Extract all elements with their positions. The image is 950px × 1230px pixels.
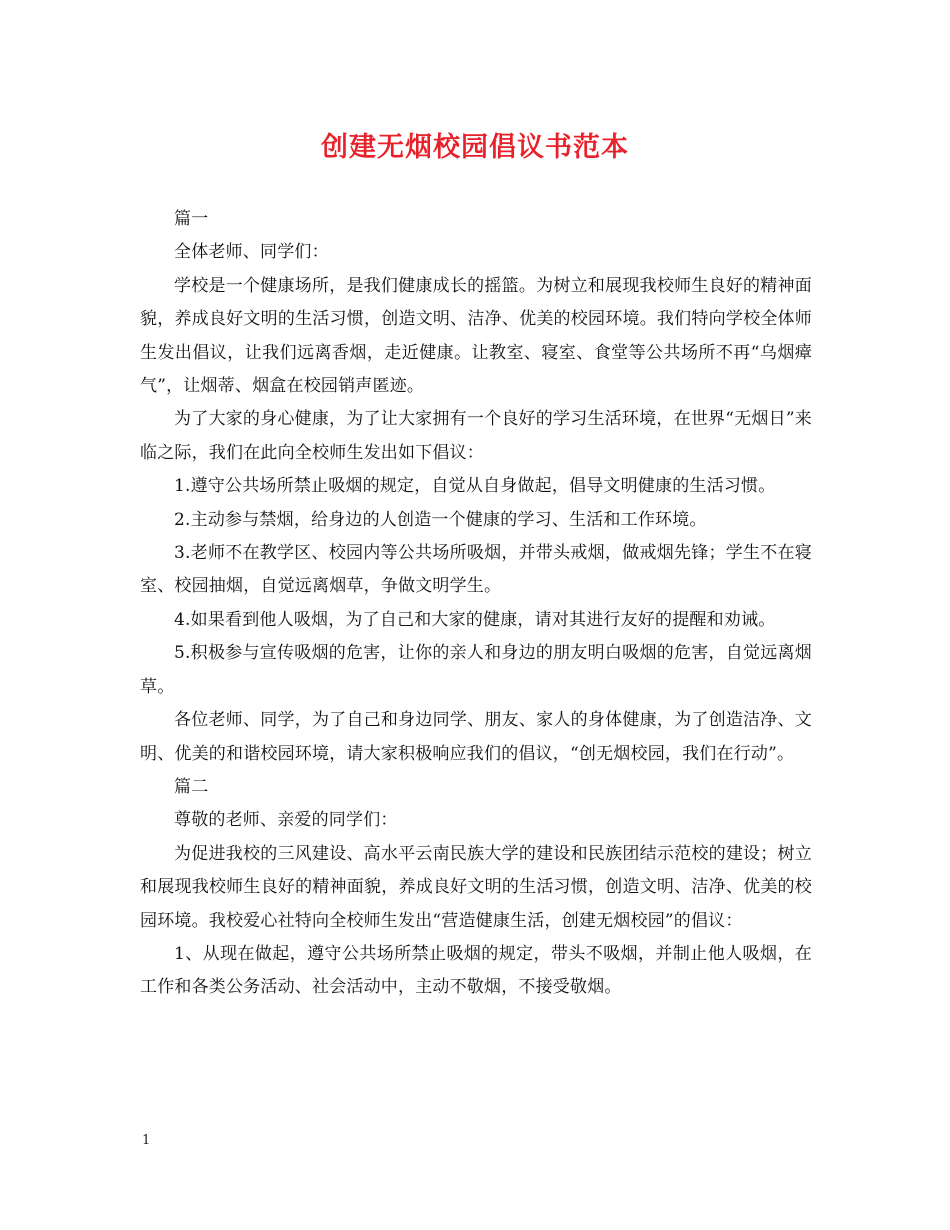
paragraph: 为了大家的身心健康，为了让大家拥有一个良好的学习生活环境，在世界“无烟日”来临之际，我们在此向全校师生发出如下倡议： (140, 409, 812, 463)
proposal-item-5: 5.积极参与宣传吸烟的危害，让你的亲人和身边的朋友明白吸烟的危害，自觉远离烟草。 (140, 643, 812, 697)
page-number: 1 (142, 1133, 151, 1148)
paragraph: 为促进我校的三风建设、高水平云南民族大学的建设和民族团结示范校的建设；树立和展现我校师生良好的精神面貌，养成良好文明的生活习惯，创造文明、洁净、优美的校园环境。我校爱心社特向全校师生发出“营造健康生活，创建无烟校园”的倡议： (140, 843, 812, 931)
document-body (140, 203, 812, 1005)
paragraph: 学校是一个健康场所，是我们健康成长的摇篮。为树立和展现我校师生良好的精神面貌，养成良好文明的生活习惯，创造文明、洁净、优美的校园环境。我们特向学校全体师生发出倡议，让我们远离香烟，走近健康。让教室、寝室、食堂等公共场所不再“乌烟瘴气”，让烟蒂、烟盒在校园销声匿迹。 (140, 275, 812, 397)
proposal-item-1: 1.遵守公共场所禁止吸烟的规定，自觉从自身做起，倡导文明健康的生活习惯。 (174, 476, 776, 497)
proposal-item-2: 2.主动参与禁烟，给身边的人创造一个健康的学习、生活和工作环境。 (174, 509, 707, 530)
closing-paragraph: 各位老师、同学，为了自己和身边同学、朋友、家人的身体健康，为了创造洁净、文明、优美的和谐校园环境，请大家积极响应我们的倡议，“创无烟校园，我们在行动”。 (140, 710, 812, 764)
salutation-one: 全体老师、同学们： (174, 242, 329, 263)
proposal-item-3: 3.老师不在教学区、校园内等公共场所吸烟，并带头戒烟，做戒烟先锋；学生不在寝室、校园抽烟，自觉远离烟草，争做文明学生。 (140, 543, 812, 597)
section-heading-one: 篇一 (174, 209, 209, 229)
proposal-item-4: 4.如果看到他人吸烟，为了自己和大家的健康，请对其进行友好的提醒和劝诫。 (174, 609, 776, 630)
document-title: 创建无烟校园倡议书范本 (321, 132, 629, 163)
proposal-item-1-section-two: 1、从现在做起，遵守公共场所禁止吸烟的规定，带头不吸烟，并制止他人吸烟，在工作和各类公务活动、社会活动中，主动不敬烟，不接受敬烟。 (140, 943, 812, 998)
section-heading-two: 篇二 (174, 776, 209, 797)
salutation-two: 尊敬的老师、亲爱的同学们： (174, 810, 398, 831)
